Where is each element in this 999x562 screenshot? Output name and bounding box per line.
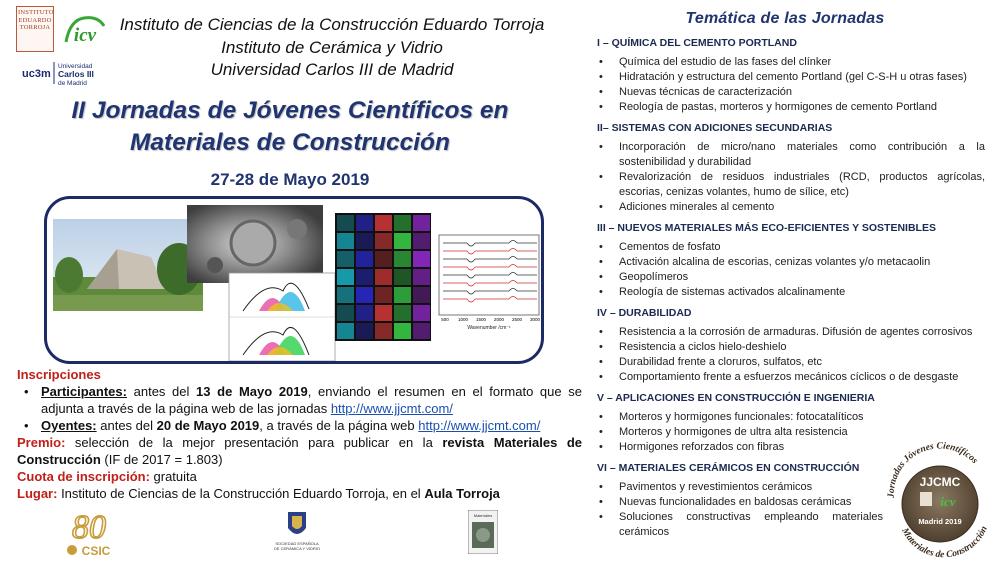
oyentes-item	[17, 417, 582, 434]
institution-name: Universidad Carlos III de Madrid	[210, 60, 454, 79]
fluorescence-cell	[375, 269, 392, 285]
fluorescence-cell	[413, 251, 430, 267]
fluorescence-cell	[413, 305, 430, 321]
lugar-room: Aula Torroja	[424, 486, 500, 501]
oyentes-label: Oyentes:	[41, 418, 97, 433]
sociedad-ceramica-logo	[262, 510, 332, 560]
participantes-label: Participantes:	[41, 384, 127, 399]
spectra-tick-label: 2500	[511, 317, 523, 322]
csic-text: CSIC	[81, 544, 111, 558]
topic-item: • Hidratación y estructura del cemento Portland (gel C-S-H u otras fases)	[597, 70, 985, 85]
spectra-tick-label: 1000	[457, 317, 469, 322]
fluorescence-cell	[337, 233, 354, 249]
fluorescence-cell	[375, 305, 392, 321]
topic-item: • Nuevas técnicas de caracterización	[597, 85, 985, 100]
participantes-text: antes del	[126, 384, 197, 399]
svg-text:icv: icv	[940, 494, 956, 509]
uc3m-logo-line: de Madrid	[58, 80, 87, 87]
oyentes-text: antes del	[96, 418, 157, 433]
fluorescence-cell	[375, 233, 392, 249]
topic-section-heading: V – APLICACIONES EN CONSTRUCCIÓN E INGENIERIA	[597, 392, 875, 404]
premio-text: selección de la mejor presentación para publicar en la	[65, 435, 443, 450]
icv-logo	[62, 12, 108, 48]
materiales-journal-title: Materiales	[473, 513, 493, 518]
lugar-text: Instituto de Ciencias de la Construcción Eduardo Torroja, en el	[57, 486, 425, 501]
sociedad-line: SOCIEDAD ESPAÑOLA	[275, 541, 319, 546]
fluorescence-cell	[356, 323, 373, 339]
spectra-axis-label: Wavenumber /cm⁻¹	[467, 325, 511, 331]
topic-item: • Pavimentos y revestimientos cerámicos	[597, 480, 985, 495]
institution-name: Instituto de Cerámica y Vidrio	[221, 37, 443, 57]
topic-item: • Química del estudio de las fases del clínker	[597, 55, 985, 70]
premio-label: Premio:	[17, 435, 66, 450]
topic-section-heading: I – QUÍMICA DEL CEMENTO PORTLAND	[597, 37, 797, 49]
premio-journal: revista Materiales de Construcción	[17, 435, 583, 467]
topic-item: • Morteros y hormigones funcionales: fotocatalíticos	[597, 410, 985, 425]
ietcc-logo-line: TORROJA	[19, 24, 51, 31]
topic-item: • Morteros y hormigones de ultra alta resistencia	[597, 425, 985, 440]
fluorescence-cell	[394, 233, 411, 249]
spectra-tick-label: 1500	[475, 317, 487, 322]
topic-item: • Resistencia a ciclos hielo-deshielo	[597, 340, 985, 355]
lugar-label: Lugar:	[17, 486, 58, 501]
csic-anniversary: 80	[72, 509, 106, 546]
spectra-tick-label: 2000	[493, 317, 505, 322]
fluorescence-cell	[337, 305, 354, 321]
fluorescence-cell	[394, 305, 411, 321]
fluorescence-cell	[356, 215, 373, 231]
fluorescence-cell	[356, 269, 373, 285]
topic-section-heading: II– SISTEMAS CON ADICIONES SECUNDARIAS	[597, 122, 833, 134]
event-title-line: II Jornadas de Jóvenes Científicos en	[71, 97, 509, 124]
oyentes-date: 20 de Mayo 2019	[156, 418, 260, 433]
fluorescence-cell	[413, 269, 430, 285]
fluorescence-cell	[375, 323, 392, 339]
oyentes-link[interactable]: http://www.jjcmt.com/	[418, 418, 541, 433]
topic-item: • Soluciones constructivas empleando materiales cerámicos	[597, 510, 883, 540]
participantes-date: 13 de Mayo 2019	[196, 384, 308, 399]
fluorescence-cell	[375, 215, 392, 231]
topics-title: Temática de las Jornadas	[685, 10, 885, 27]
oyentes-text: , a través de la página web	[259, 418, 419, 433]
seal-arc-bottom: Materiales de Construcción	[899, 524, 990, 558]
fluorescence-cell	[356, 305, 373, 321]
topic-section-heading: IV – DURABILIDAD	[597, 307, 692, 319]
topic-item: • Adiciones minerales al cemento	[597, 200, 985, 215]
participantes-item	[17, 383, 582, 417]
xps-peak-plots	[229, 273, 335, 361]
fluorescence-cell	[337, 251, 354, 267]
institution-name: Instituto de Ciencias de la Construcción Eduardo Torroja	[119, 15, 545, 34]
participantes-text: , enviando el resumen en el formato que se adjunta a través de la página web de las jornadas	[41, 384, 582, 416]
fluorescence-map-grid	[335, 213, 431, 341]
fluorescence-cell	[413, 323, 430, 339]
topic-item: • Comportamiento frente a esfuerzos mecánicos cíclicos o de desgaste	[597, 370, 985, 385]
fluorescence-cell	[356, 287, 373, 303]
event-dates: 27-28 de Mayo 2019	[210, 170, 370, 189]
icv-logo-text: icv	[73, 25, 97, 46]
cuota-line	[17, 468, 582, 485]
materiales-journal-cover	[468, 510, 498, 554]
ietcc-logo	[16, 6, 54, 52]
topic-section-heading: III – NUEVOS MATERIALES MÁS ECO-EFICIENTES Y SOSTENIBLES	[597, 222, 936, 234]
fluorescence-cell	[356, 251, 373, 267]
ietcc-logo-line: EDUARDO	[18, 16, 52, 24]
fluorescence-cell	[356, 233, 373, 249]
topic-item: • Reología de sistemas activados alcalinamente	[597, 285, 985, 300]
figure-panel	[44, 196, 544, 364]
topic-item: • Revalorización de residuos industriales (RCD, productos agrícolas, escorias, cenizas volantes, humo de sílice, etc)	[597, 170, 985, 200]
seal-center-text: JJCMC	[919, 475, 961, 489]
fluorescence-cell	[394, 251, 411, 267]
uc3m-logo-mark: uc3m	[22, 68, 51, 80]
spectra-tick-label: 500	[441, 317, 449, 322]
building-photo	[53, 219, 203, 311]
fluorescence-cell	[413, 215, 430, 231]
sem-micrograph	[187, 205, 323, 283]
topic-item: • Reología de pastas, morteros y hormigones de cemento Portland	[597, 100, 985, 115]
topic-item: • Activación alcalina de escorias, cenizas volantes y/o metacaolin	[597, 255, 985, 270]
cuota-text: gratuita	[149, 469, 197, 484]
lugar-line	[17, 485, 582, 502]
seal-arc-top: Jornadas Jóvenes Científicos	[886, 441, 980, 499]
fluorescence-cell	[337, 287, 354, 303]
topic-item: • Cementos de fosfato	[597, 240, 985, 255]
topic-section-heading: VI – MATERIALES CERÁMICOS EN CONSTRUCCIÓN	[597, 462, 860, 474]
fluorescence-cell	[337, 323, 354, 339]
spectra-tick-label: 3000	[529, 317, 541, 322]
uc3m-logo-line: Universidad	[58, 63, 93, 70]
ftir-spectra-plot	[439, 235, 541, 331]
uc3m-logo	[20, 58, 112, 88]
crest-icon	[286, 510, 308, 540]
fluorescence-cell	[394, 215, 411, 231]
registration-info	[17, 366, 582, 502]
fluorescence-cell	[394, 287, 411, 303]
cuota-label: Cuota de inscripción:	[17, 469, 150, 484]
fluorescence-cell	[375, 251, 392, 267]
jjcmc-seal	[880, 432, 996, 558]
fluorescence-cell	[394, 323, 411, 339]
topic-item: • Durabilidad frente a cloruros, sulfatos, etc	[597, 355, 985, 370]
topic-item: • Nuevas funcionalidades en baldosas cerámicas	[597, 495, 985, 510]
uc3m-logo-line: Carlos III	[58, 69, 94, 79]
institution-list	[112, 14, 552, 82]
fluorescence-cell	[375, 287, 392, 303]
ietcc-logo-line: INSTITUTO	[18, 9, 54, 16]
figure-collage	[47, 199, 541, 361]
premio-line	[17, 434, 582, 468]
topic-item: • Hormigones reforzados con fibras	[597, 440, 985, 455]
topic-item: • Incorporación de micro/nano materiales como contribución a la sostenibilidad y durabilidad	[597, 140, 985, 170]
topic-item: • Geopolímeros	[597, 270, 985, 285]
topic-item: • Resistencia a la corrosión de armaduras. Difusión de agentes corrosivos	[597, 325, 985, 340]
event-title	[20, 95, 560, 159]
fluorescence-cell	[413, 233, 430, 249]
fluorescence-cell	[394, 269, 411, 285]
event-title-line: Materiales de Construcción	[130, 129, 450, 156]
sociedad-line: DE CERÁMICA Y VIDRIO	[273, 546, 321, 551]
fluorescence-cell	[337, 269, 354, 285]
fluorescence-cell	[413, 287, 430, 303]
premio-text: (IF de 2017 = 1.803)	[100, 452, 223, 467]
fluorescence-cell	[337, 215, 354, 231]
seal-city-year: Madrid 2019	[918, 517, 962, 526]
inscripciones-heading: Inscripciones	[17, 367, 101, 382]
participantes-link[interactable]: http://www.jjcmt.com/	[330, 401, 453, 416]
csic-80-logo	[56, 508, 122, 558]
